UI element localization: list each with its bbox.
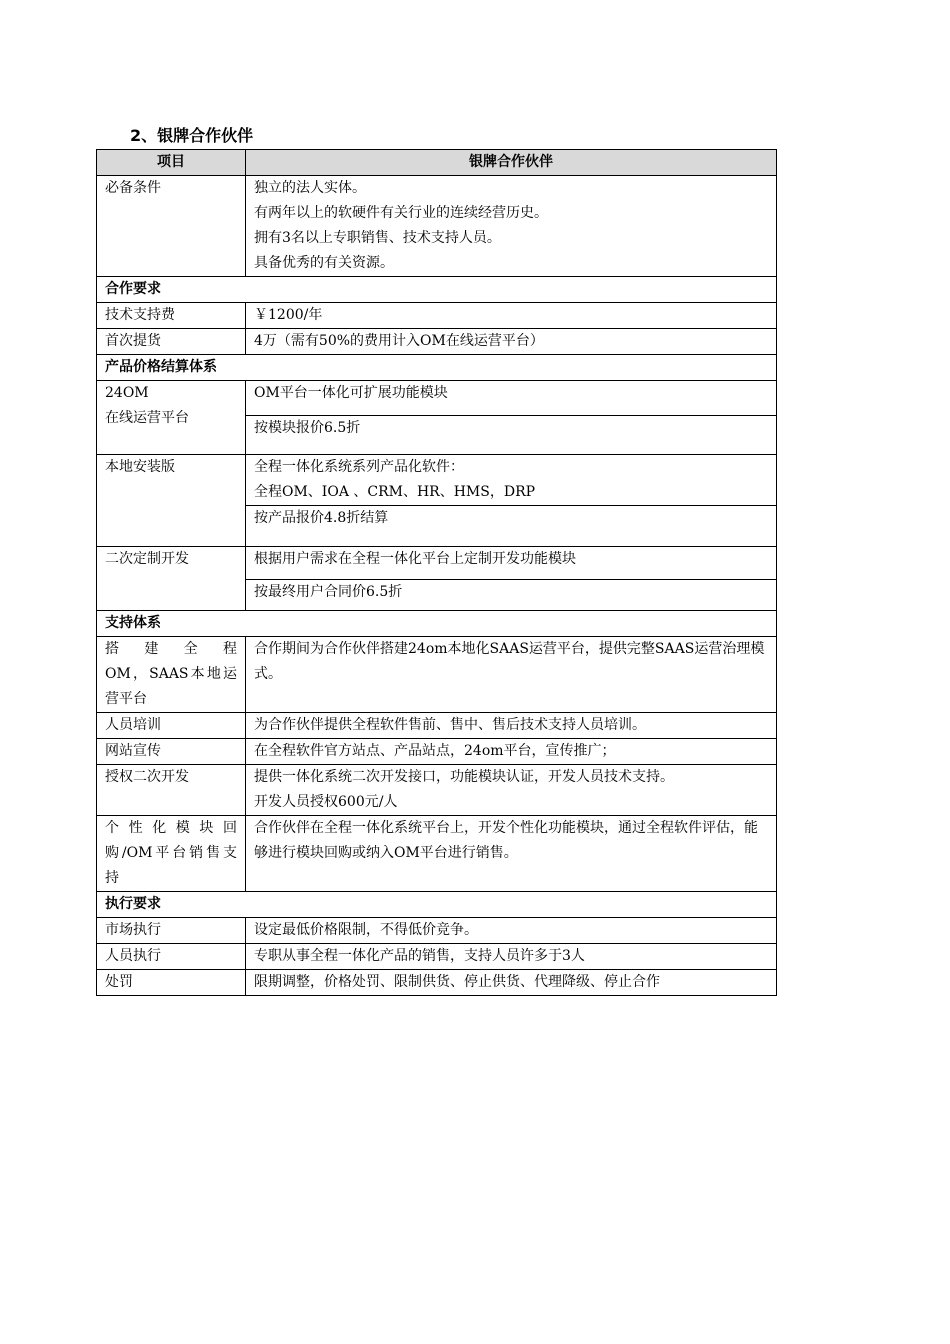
- buyback-label-line-1: 个性化模块回: [105, 820, 237, 836]
- section-heading: 2、银牌合作伙伴: [130, 126, 254, 145]
- authorized-dev-line-1: 提供一体化系统二次开发接口，功能模块认证，开发人员技术支持。: [254, 769, 674, 785]
- table-row-saas-platform: [97, 637, 777, 713]
- row-label-required: 必备条件: [97, 176, 246, 277]
- authorized-dev-desc: [246, 765, 777, 816]
- row-label-market-exec: 市场执行: [97, 918, 246, 944]
- table-row-staff-exec: [97, 944, 777, 970]
- table-header-row: [97, 150, 777, 176]
- support-fee-value: ￥1200/年: [246, 303, 777, 329]
- buyback-label-line-3: 持: [105, 870, 119, 886]
- saas-label-line-1: 搭建全程: [105, 641, 237, 657]
- required-conditions-cell: [246, 176, 777, 277]
- market-exec-value: 设定最低价格限制，不得低价竞争。: [246, 918, 777, 944]
- training-desc: 为合作伙伴提供全程软件售前、售中、售后技术支持人员培训。: [246, 713, 777, 739]
- table-row-online-platform: [97, 381, 777, 416]
- buyback-label-line-2: 购/OM平台销售支: [105, 845, 237, 861]
- penalty-value: 限期调整，价格处罚、限制供货、停止供货、代理降级、停止合作: [246, 970, 777, 996]
- saas-label-line-2: OM，SAAS本地运: [105, 666, 237, 682]
- column-header-item: 项目: [97, 150, 246, 176]
- first-order-value: 4万（需有50%的费用计入OM在线运营平台）: [246, 329, 777, 355]
- row-label-authorized-dev: 授权二次开发: [97, 765, 246, 816]
- table-row-first-order: [97, 329, 777, 355]
- row-label-first-order: 首次提货: [97, 329, 246, 355]
- table-row-local-install: [97, 455, 777, 506]
- online-platform-label-line-2: 在线运营平台: [105, 410, 189, 426]
- required-line-1: 独立的法人实体。: [254, 180, 366, 196]
- section-title-cooperation: 合作要求: [97, 277, 777, 303]
- column-header-silver-partner: 银牌合作伙伴: [246, 150, 777, 176]
- row-label-custom-dev: 二次定制开发: [97, 547, 246, 611]
- row-label-training: 人员培训: [97, 713, 246, 739]
- row-label-website-promo: 网站宣传: [97, 739, 246, 765]
- online-platform-desc: OM平台一体化可扩展功能模块: [246, 381, 777, 416]
- table-row-training: [97, 713, 777, 739]
- table-row-authorized-dev: [97, 765, 777, 816]
- table-row-website-promo: [97, 739, 777, 765]
- website-promo-desc: 在全程软件官方站点、产品站点，24om平台，宣传推广；: [246, 739, 777, 765]
- staff-exec-value: 专职从事全程一体化产品的销售，支持人员许多于3人: [246, 944, 777, 970]
- row-label-saas-platform: [97, 637, 246, 713]
- silver-partner-table: [96, 149, 777, 996]
- required-line-2: 有两年以上的软硬件有关行业的连续经营历史。: [254, 205, 548, 221]
- local-install-desc: [246, 455, 777, 506]
- custom-dev-price: 按最终用户合同价6.5折: [246, 580, 777, 611]
- saas-platform-desc: 合作期间为合作伙伴搭建24om本地化SAAS运营平台，提供完整SAAS运营治理模式。: [246, 637, 777, 713]
- row-label-online-platform: [97, 381, 246, 455]
- table-row-module-buyback: [97, 816, 777, 892]
- custom-dev-desc: 根据用户需求在全程一体化平台上定制开发功能模块: [246, 547, 777, 580]
- online-platform-label-line-1: 24OM: [105, 385, 149, 401]
- row-label-staff-exec: 人员执行: [97, 944, 246, 970]
- module-buyback-desc: 合作伙伴在全程一体化系统平台上，开发个性化功能模块，通过全程软件评估，能够进行模块回购或纳入OM平台进行销售。: [246, 816, 777, 892]
- authorized-dev-line-2: 开发人员授权600元/人: [254, 794, 398, 810]
- local-install-desc-line-2: 全程OM、IOA 、CRM、HR、HMS，DRP: [254, 484, 536, 500]
- section-row-execution: [97, 892, 777, 918]
- table-row-market-exec: [97, 918, 777, 944]
- section-title-pricing: 产品价格结算体系: [97, 355, 777, 381]
- row-label-support-fee: 技术支持费: [97, 303, 246, 329]
- section-row-cooperation: [97, 277, 777, 303]
- section-title-support: 支持体系: [97, 611, 777, 637]
- section-row-support: [97, 611, 777, 637]
- table-row-custom-dev: [97, 547, 777, 580]
- online-platform-price: 按模块报价6.5折: [246, 416, 777, 455]
- required-line-4: 具备优秀的有关资源。: [254, 255, 394, 271]
- local-install-desc-line-1: 全程一体化系统系列产品化软件：: [254, 459, 464, 475]
- row-label-penalty: 处罚: [97, 970, 246, 996]
- table-row-support-fee: [97, 303, 777, 329]
- table-row-penalty: [97, 970, 777, 996]
- row-label-module-buyback: [97, 816, 246, 892]
- row-label-local-install: 本地安装版: [97, 455, 246, 547]
- required-line-3: 拥有3名以上专职销售、技术支持人员。: [254, 230, 501, 246]
- table-row-required: [97, 176, 777, 277]
- section-row-pricing: [97, 355, 777, 381]
- local-install-price: 按产品报价4.8折结算: [246, 506, 777, 547]
- saas-label-line-3: 营平台: [105, 691, 147, 707]
- section-title-execution: 执行要求: [97, 892, 777, 918]
